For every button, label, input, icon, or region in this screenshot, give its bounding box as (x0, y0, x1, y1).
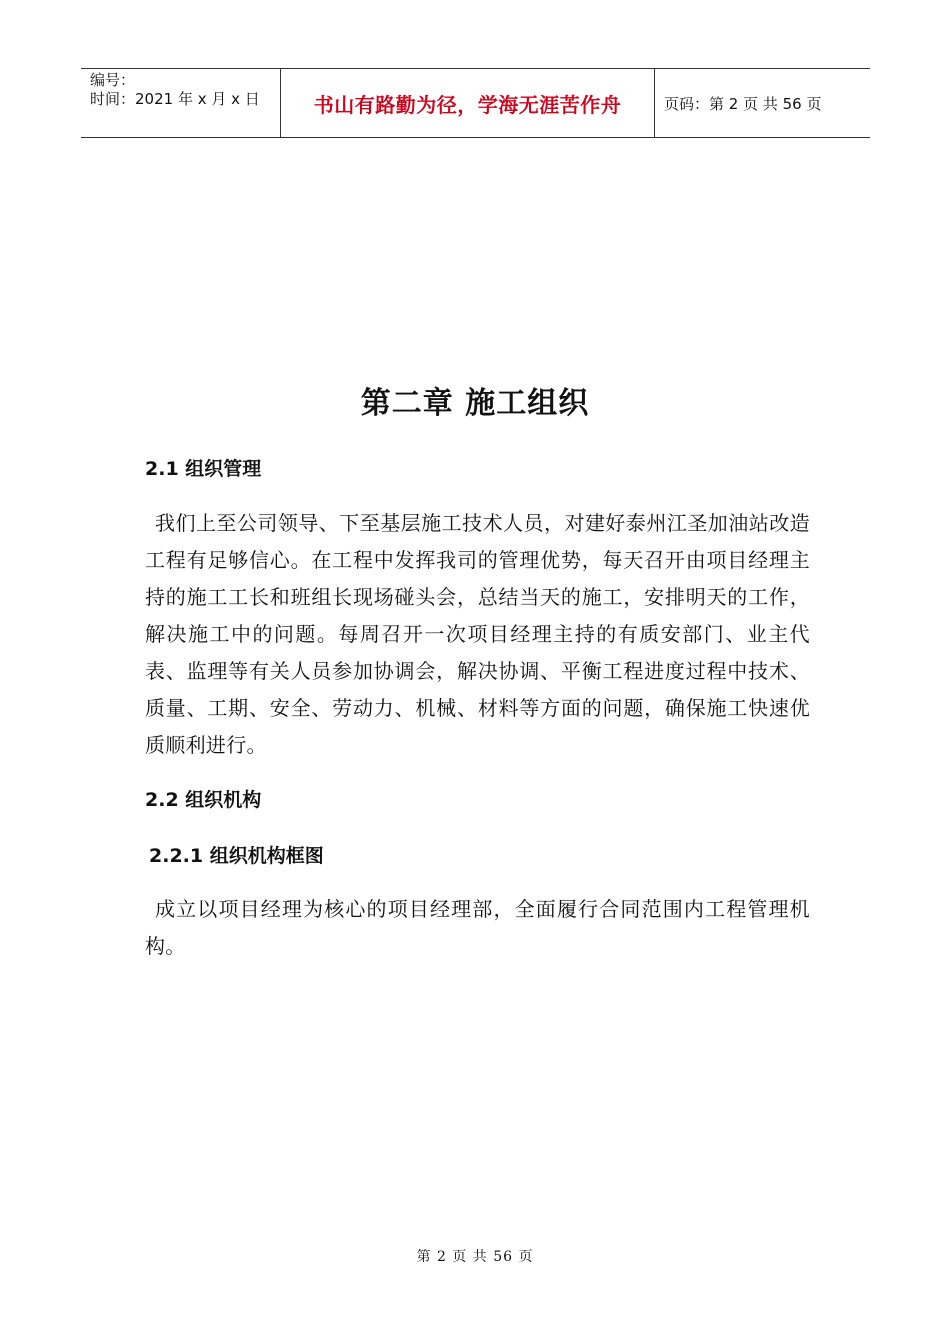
section-2-1-heading: 2.1 组织管理 (145, 458, 262, 480)
section-2-2-1-heading: 2.2.1 组织机构框图 (149, 845, 324, 867)
section-2-1-body: 我们上至公司领导、下至基层施工技术人员，对建好泰州江圣加油站改造工程有足够信心。在工程中发挥我司的管理优势，每天召开由项目经理主持的施工工长和班组长现场碰头会，总结当天的施工，安排明天的工作，解决施工中的问题。每周召开一次项目经理主持的有质安部门、业主代表、监理等有关人员参加协调会，解决协调、平衡工程进度过程中技术、质量、工期、安全、劳动力、机械、材料等方面的问题，确保施工快速优质顺利进行。 (145, 511, 810, 757)
document-number-label: 编号： (90, 71, 136, 89)
page-footer: 第 2 页 共 56 页 (416, 1249, 534, 1265)
section-2-2-heading: 2.2 组织机构 (145, 789, 262, 811)
header-meta (81, 69, 281, 137)
page-header (81, 68, 870, 138)
header-page-code-cell (655, 69, 870, 137)
header-page-code: 页码：第 2 页 共 56 页 (664, 94, 822, 113)
chapter-title: 第二章 施工组织 (360, 386, 590, 421)
document-date-label: 时间：2021 年 x 月 x 日 (90, 90, 260, 108)
section-2-2-1-body: 成立以项目经理为核心的项目经理部，全面履行合同范围内工程管理机构。 (145, 897, 810, 958)
header-motto: 书山有路勤为径，学海无涯苦作舟 (313, 92, 622, 117)
header-motto-cell (281, 69, 655, 137)
